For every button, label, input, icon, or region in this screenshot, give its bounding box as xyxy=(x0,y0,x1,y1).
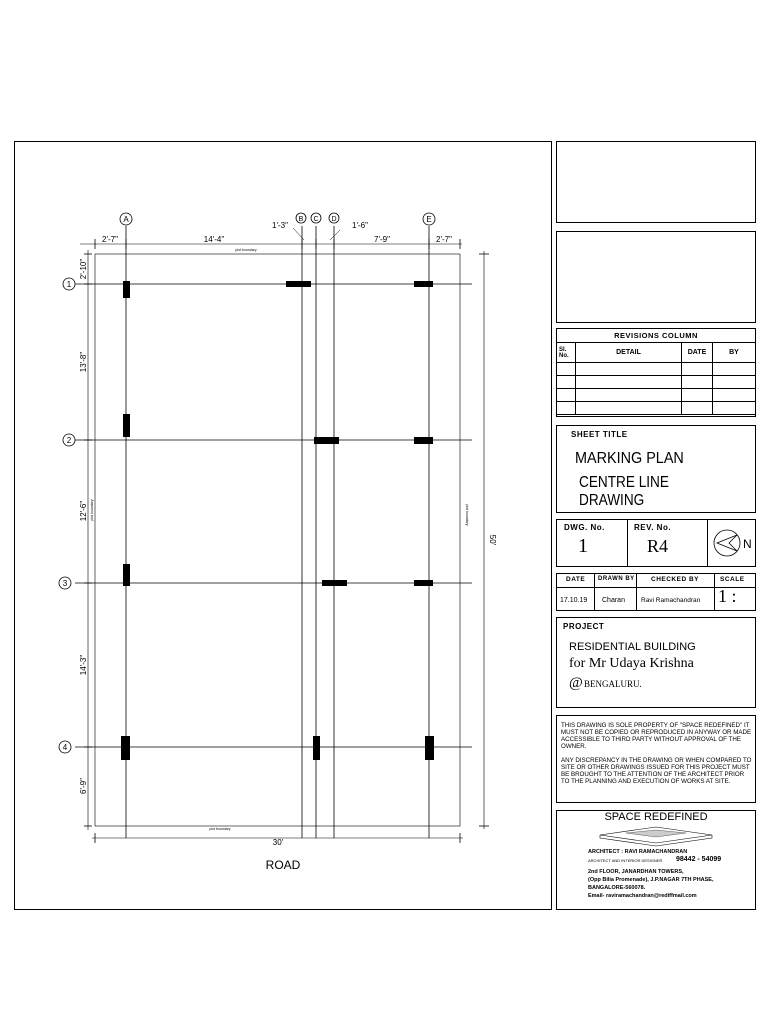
dim-left-3: 12'-6" xyxy=(79,500,88,522)
checked-by-label: CHECKED BY xyxy=(651,576,699,583)
column-e4 xyxy=(425,736,434,760)
rev-no-label: REV. No. xyxy=(634,523,672,532)
sheet-title-box xyxy=(556,425,756,513)
grid-label-b: B xyxy=(298,216,304,223)
title-block-empty-2 xyxy=(556,231,756,323)
column-a1 xyxy=(123,281,130,298)
road-label: ROAD xyxy=(265,858,301,872)
column-a3 xyxy=(123,564,130,586)
column-b1 xyxy=(286,281,311,287)
email-address: Email- raviramachandran@rediffmail.com xyxy=(588,893,697,899)
column-c4 xyxy=(313,736,320,760)
project-label: PROJECT xyxy=(563,622,605,631)
project-box xyxy=(556,617,756,708)
north-arrow-icon xyxy=(711,525,755,561)
plot-boundary-label-right: plot boundary xyxy=(465,504,469,526)
grid-label-3: 3 xyxy=(62,579,68,588)
project-place: BENGALURU. xyxy=(584,679,642,689)
sheet-title-line1: MARKING PLAN xyxy=(575,450,684,467)
firm-name: SPACE REDEFINED xyxy=(604,811,708,823)
phone-number: 98442 - 54099 xyxy=(676,856,722,863)
rev-col-sl: Sl. No. xyxy=(557,343,576,363)
sheet-title-line2: CENTRE LINE DRAWING xyxy=(579,474,669,509)
rev-row xyxy=(557,389,756,402)
dim-top-3: 7'-9" xyxy=(374,235,390,244)
address-line2: (Opp Bilia Promenade), J.P.NAGAR 7TH PHASE, xyxy=(588,877,714,883)
drawn-by-label: DRAWN BY xyxy=(598,576,635,582)
architect-name: ARCHITECT : RAVI RAMACHANDRAN xyxy=(588,849,688,855)
dim-left-4: 14'-3" xyxy=(79,654,88,676)
grid-label-1: 1 xyxy=(66,280,72,289)
grid-label-e: E xyxy=(426,215,432,224)
rev-col-date: DATE xyxy=(682,343,713,363)
firm-logo-icon xyxy=(596,825,716,847)
dwg-no-label: DWG. No. xyxy=(564,523,605,532)
rev-row xyxy=(557,363,756,376)
dim-top-4: 2'-7" xyxy=(436,235,452,244)
title-block-empty-1 xyxy=(556,141,756,223)
dim-top-2: 14'-4" xyxy=(203,235,225,244)
column-c2 xyxy=(314,437,339,444)
address-line1: 2nd FLOOR, JANARDHAN TOWERS, xyxy=(588,869,684,875)
date-label: DATE xyxy=(566,576,586,583)
plot-boundary-label-left: plot boundary xyxy=(90,499,94,521)
rev-col-detail: DETAIL xyxy=(576,343,682,363)
grid-label-d: D xyxy=(331,216,337,223)
note-discrepancy: ANY DISCREPANCY IN THE DRAWING OR WHEN COMPARED TO SITE OR OTHER DRAWINGS ISSUED FOR THIS PROJECT MUST BE BROUGHT TO THE ATTENTION OF THE ARCHITECT PRIOR TO THE PLANNING AND EXECUTION OF WORKS AT SITE. xyxy=(561,757,752,785)
plot-boundary xyxy=(95,254,460,826)
checked-by-value: Ravi Ramachandran xyxy=(641,597,701,604)
project-line2: for Mr Udaya Krishna xyxy=(569,656,694,671)
dim-left-5: 6'-9" xyxy=(79,778,88,794)
dim-left-1: 2'-10" xyxy=(79,258,88,280)
dim-small-2: 1'-6" xyxy=(352,221,368,230)
scale-label: SCALE xyxy=(720,576,745,583)
project-line1: RESIDENTIAL BUILDING xyxy=(569,641,696,653)
dwg-no-value: 1 xyxy=(578,535,588,557)
architect-sub: ARCHITECT AND INTERIOR DESIGNER xyxy=(588,858,663,863)
drawn-by-value: Charan xyxy=(602,597,625,604)
dim-small-1: 1'-3" xyxy=(272,221,288,230)
column-a4 xyxy=(121,736,130,760)
project-at: @ xyxy=(569,675,583,691)
date-value: 17.10.19 xyxy=(560,597,588,604)
rev-row xyxy=(557,402,756,415)
sheet-title-label: SHEET TITLE xyxy=(571,430,628,439)
grid-label-4: 4 xyxy=(62,743,68,752)
dim-overall-depth: 50' xyxy=(488,534,497,546)
rev-no-value: R4 xyxy=(647,536,669,556)
column-e3 xyxy=(414,580,433,586)
note-property: THIS DRAWING IS SOLE PROPERTY OF "SPACE REDEFINED" IT MUST NOT BE COPIED OR REPRODUCED IN ANYWAY OR MADE ACCESSIBLE TO THIRD PARTY WITHOUT APPROVAL OF THE OWNER. xyxy=(561,722,752,750)
column-e2 xyxy=(414,437,433,444)
grid-label-2: 2 xyxy=(66,436,72,445)
dim-top-1: 2'-7" xyxy=(102,235,118,244)
dim-left-2: 13'-8" xyxy=(79,351,88,373)
address-line3: BANGALORE-560078. xyxy=(588,885,646,891)
dim-overall-width: 30' xyxy=(272,838,284,847)
column-e1 xyxy=(414,281,433,287)
rev-row xyxy=(557,376,756,389)
plot-boundary-label-top: plot boundary xyxy=(235,248,257,252)
grid-label-a: A xyxy=(123,215,129,224)
rev-col-by: BY xyxy=(713,343,756,363)
plot-boundary-label-bottom: plot boundary xyxy=(209,827,231,831)
scale-value: 1 : xyxy=(718,586,737,606)
revisions-heading: REVISIONS COLUMN xyxy=(614,331,698,340)
grid-label-c: C xyxy=(313,216,319,223)
revisions-table xyxy=(556,342,756,415)
north-label: N xyxy=(743,537,752,551)
column-d3 xyxy=(322,580,347,586)
column-a2 xyxy=(123,414,130,437)
